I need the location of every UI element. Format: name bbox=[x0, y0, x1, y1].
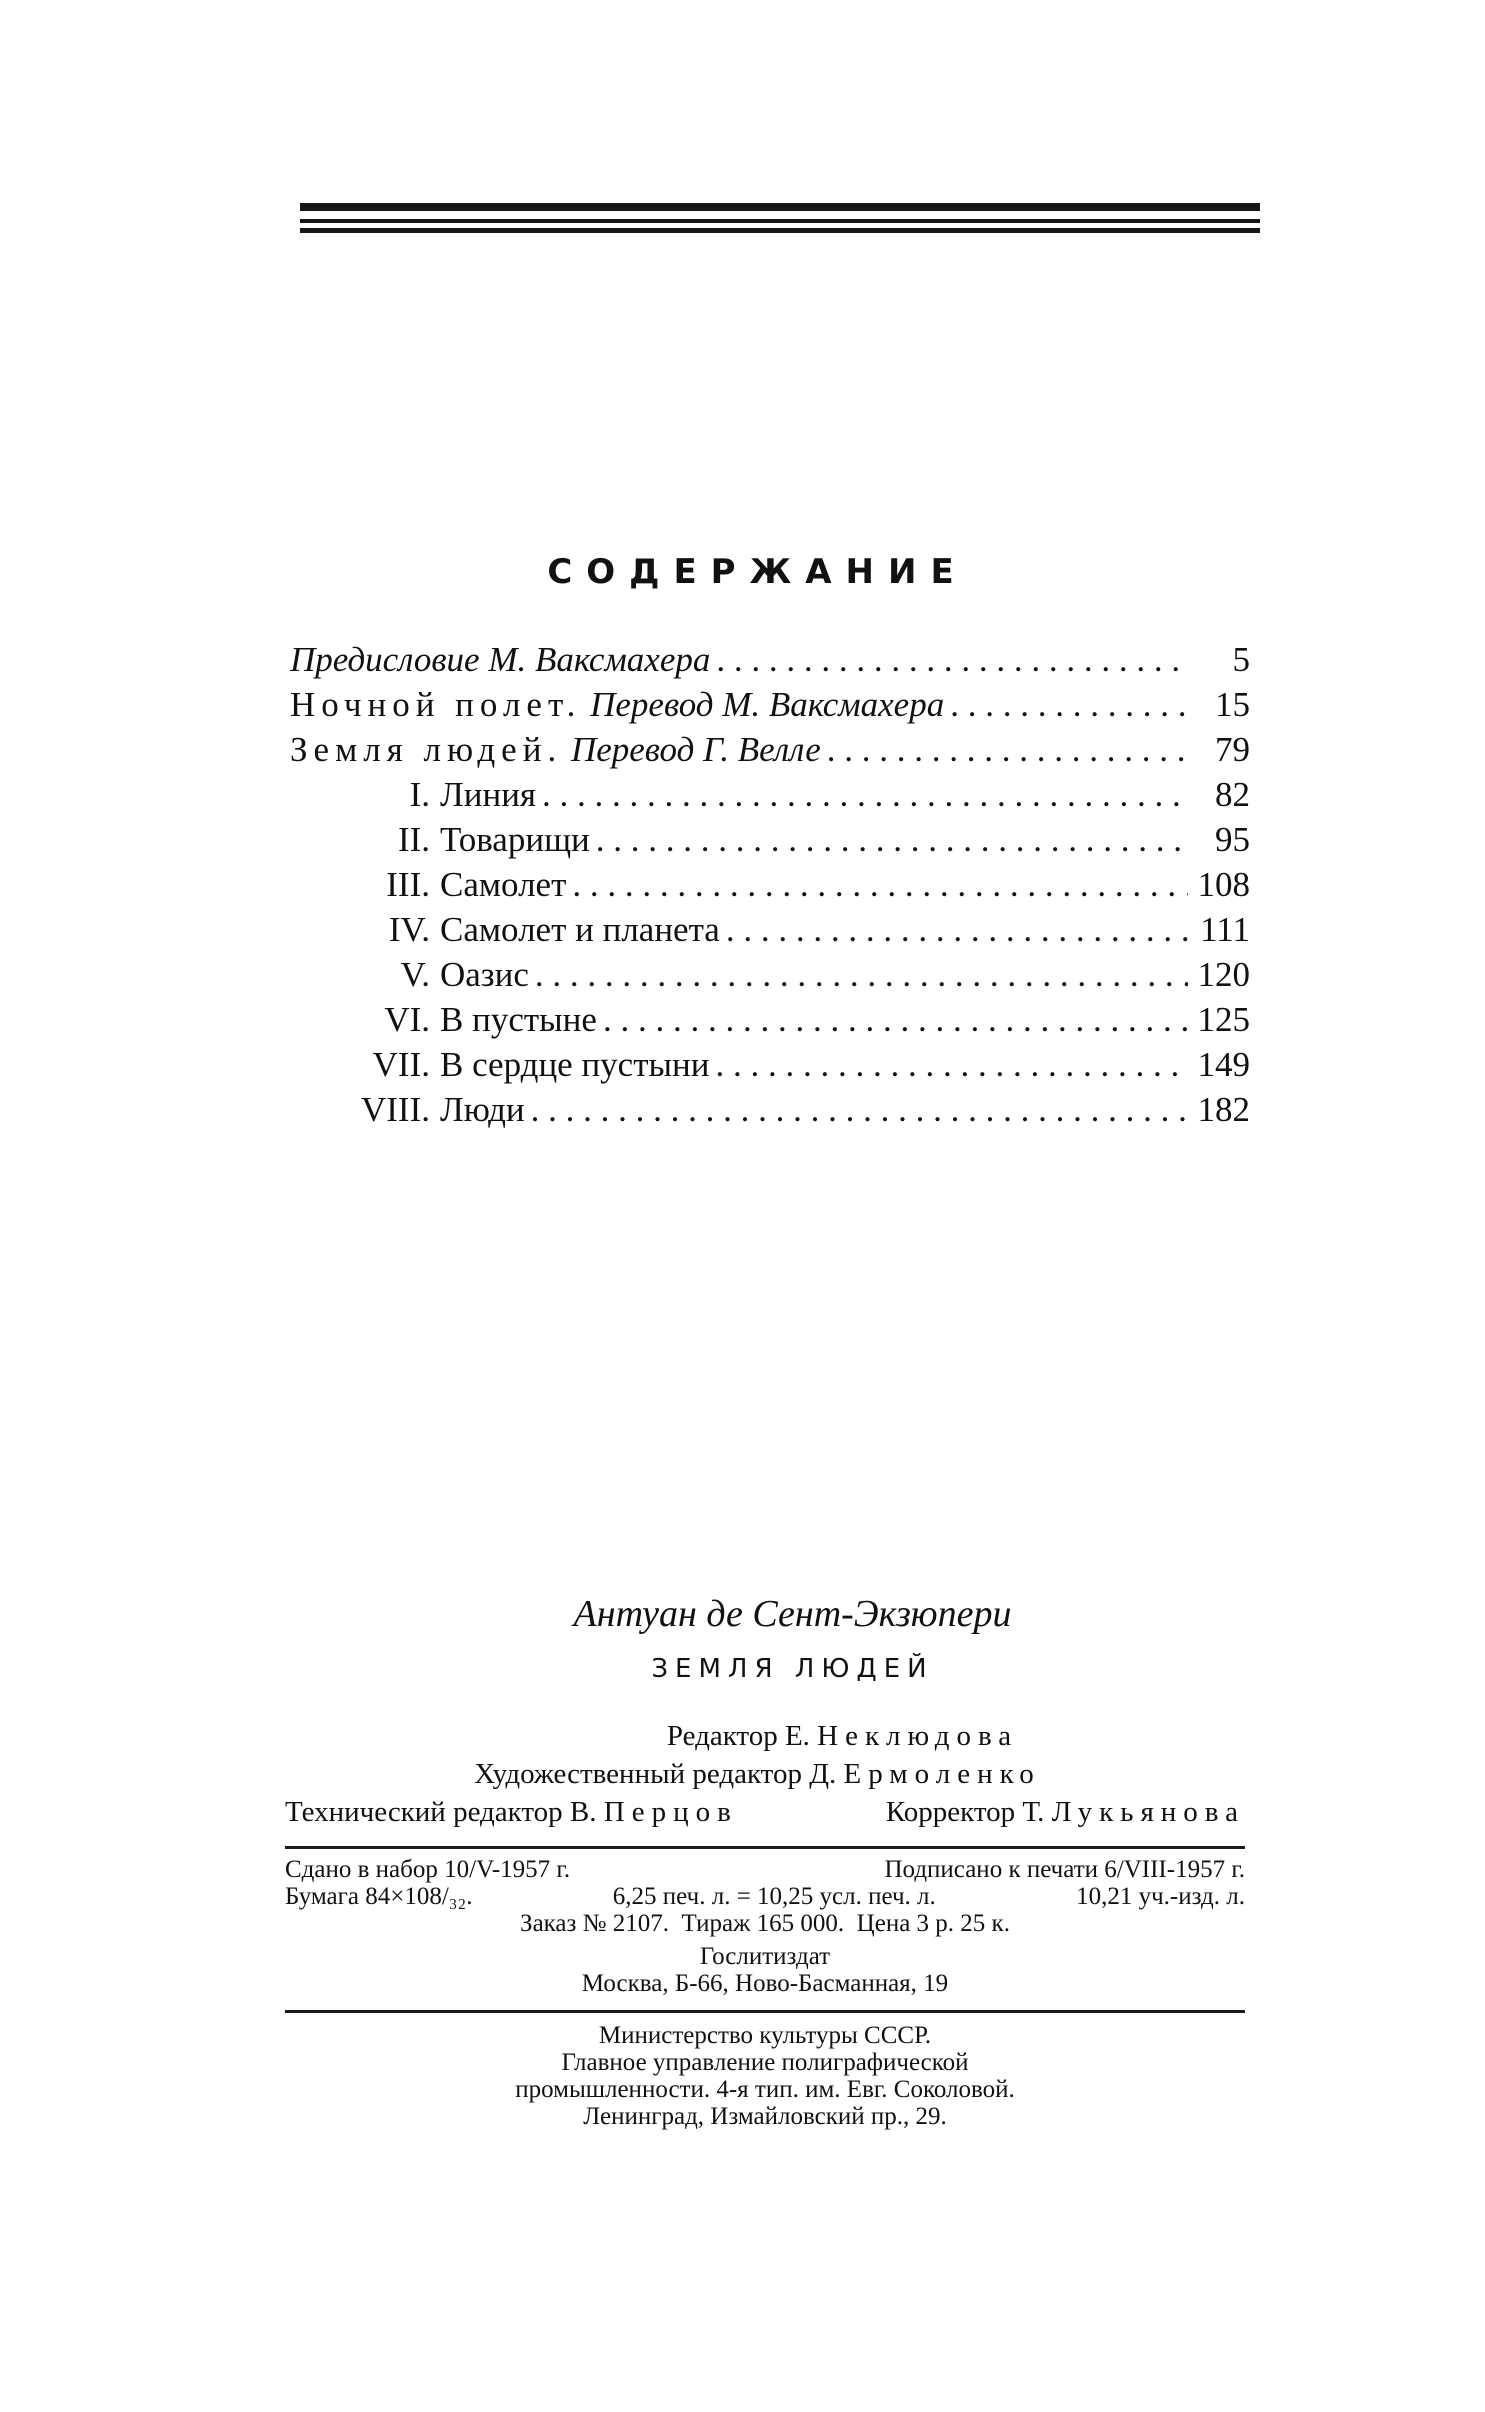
toc-chapter-number: VI. bbox=[384, 1000, 430, 1039]
printer-details bbox=[285, 2022, 1245, 2130]
toc-title-italic: Перевод М. Ваксмахера bbox=[590, 685, 945, 724]
toc-entry-chapter[interactable] bbox=[290, 775, 1250, 820]
toc-title-plain: Товарищи bbox=[440, 820, 590, 859]
toc-title-plain: В пустыне bbox=[440, 1000, 597, 1039]
toc-leader bbox=[542, 775, 1188, 815]
toc-entry-night-flight[interactable] bbox=[290, 685, 1250, 730]
signed-date: Подписано к печати 6/VIII-1957 г. bbox=[884, 1856, 1245, 1883]
toc-title bbox=[290, 820, 590, 860]
toc-leader bbox=[596, 820, 1188, 860]
toc-entry-chapter[interactable] bbox=[290, 1000, 1250, 1045]
toc-title bbox=[290, 865, 566, 905]
toc-page: 182 bbox=[1197, 1090, 1250, 1129]
toc-title bbox=[290, 730, 821, 770]
toc-page: 149 bbox=[1197, 1045, 1250, 1084]
toc-title-plain: Ночной полет. bbox=[290, 685, 582, 724]
toc-entry-chapter[interactable] bbox=[290, 955, 1250, 1000]
toc-title bbox=[290, 1090, 525, 1130]
corrector-name: Лукьянова bbox=[1051, 1796, 1245, 1828]
toc-entry-chapter[interactable] bbox=[290, 820, 1250, 865]
toc-title bbox=[290, 685, 944, 725]
print-run: Тираж 165 000. bbox=[681, 1910, 845, 1937]
publication-details bbox=[285, 1856, 1245, 1997]
toc-title-plain: Оазис bbox=[440, 955, 529, 994]
toc-page: 82 bbox=[1215, 775, 1250, 814]
top-rule-bottom bbox=[300, 228, 1260, 233]
pub-line bbox=[285, 1883, 1245, 1910]
pub-line bbox=[285, 1856, 1245, 1883]
top-rule-thick bbox=[300, 203, 1260, 211]
toc-leader bbox=[572, 865, 1188, 905]
toc-page: 108 bbox=[1197, 865, 1250, 904]
printer-line: Главное управление полиграфической bbox=[561, 2049, 969, 2076]
editor-name: Неклюдова bbox=[817, 1720, 1019, 1752]
publisher-address: Москва, Б-66, Ново-Басманная, 19 bbox=[581, 1970, 949, 1997]
toc-chapter-number: VII. bbox=[372, 1045, 430, 1084]
tech-editor-credit bbox=[285, 1796, 738, 1834]
toc-page: 125 bbox=[1197, 1000, 1250, 1039]
toc-chapter-number: II. bbox=[397, 820, 430, 859]
tech-editor-name: Перцов bbox=[603, 1796, 738, 1828]
toc-leader bbox=[827, 730, 1188, 770]
typeset-date: Сдано в набор 10/V-1957 г. bbox=[285, 1856, 571, 1883]
toc-title-italic: Предисловие М. Ваксмахера bbox=[290, 640, 711, 679]
contents-heading: СОДЕРЖАНИЕ bbox=[547, 552, 968, 592]
toc-title bbox=[290, 1045, 710, 1085]
toc-page: 5 bbox=[1232, 640, 1250, 679]
toc-entry-preface[interactable] bbox=[290, 640, 1250, 685]
editor-credit bbox=[0, 1720, 1485, 1758]
toc-entry-chapter[interactable] bbox=[290, 1045, 1250, 1090]
printer-line: Министерство культуры СССР. bbox=[598, 2022, 932, 2049]
corrector-credit bbox=[886, 1796, 1245, 1834]
printer-line: Ленинград, Измайловский пр., 29. bbox=[583, 2103, 947, 2130]
printer-line: промышленности. 4-я тип. им. Евг. Соколовой. bbox=[515, 2076, 1015, 2103]
toc-title bbox=[290, 955, 529, 995]
toc-leader bbox=[950, 685, 1188, 725]
top-rule-middle bbox=[300, 219, 1260, 223]
toc-title-plain: Люди bbox=[440, 1090, 525, 1129]
book-title: ЗЕМЛЯ ЛЮДЕЙ bbox=[651, 1654, 934, 1684]
toc-title bbox=[290, 640, 710, 680]
toc-chapter-number: IV. bbox=[388, 910, 430, 949]
toc-title-plain: В сердце пустыни bbox=[440, 1045, 710, 1084]
pub-line bbox=[285, 1910, 1245, 1937]
price: Цена 3 р. 25 к. bbox=[856, 1910, 1010, 1937]
tech-credits bbox=[285, 1796, 1245, 1834]
toc-entry-chapter[interactable] bbox=[290, 1090, 1250, 1135]
author-name: Антуан де Сент-Экзюпери bbox=[573, 1593, 1012, 1635]
paper-format: Бумага 84×108/₃₂. bbox=[285, 1883, 473, 1910]
toc-chapter-number: V. bbox=[400, 955, 430, 994]
publisher-name: Гослитиздат bbox=[699, 1943, 831, 1970]
toc-entry-chapter[interactable] bbox=[290, 865, 1250, 910]
toc-chapter-number: I. bbox=[409, 775, 430, 814]
pub-line bbox=[285, 1970, 1245, 1997]
toc-leader bbox=[716, 1045, 1189, 1085]
order-number: Заказ № 2107. bbox=[520, 1910, 670, 1937]
toc-title-plain: Самолет bbox=[440, 865, 567, 904]
imprint-block bbox=[0, 1592, 1485, 1834]
pub-line bbox=[285, 1943, 1245, 1970]
toc-leader bbox=[535, 955, 1188, 995]
editor-label: Редактор Е. bbox=[666, 1720, 810, 1752]
toc-chapter-number: III. bbox=[386, 865, 430, 904]
toc-page: 111 bbox=[1200, 910, 1250, 949]
art-editor-label: Художественный редактор Д. bbox=[474, 1758, 837, 1790]
publisher-sheets: 10,21 уч.-изд. л. bbox=[1076, 1883, 1245, 1910]
toc-page: 79 bbox=[1215, 730, 1250, 769]
print-sheets: 6,25 печ. л. = 10,25 усл. печ. л. bbox=[612, 1883, 936, 1910]
toc-entry-land-of-men[interactable] bbox=[290, 730, 1250, 775]
toc-title-plain: Земля людей. bbox=[290, 730, 563, 769]
tech-editor-label: Технический редактор В. bbox=[285, 1796, 597, 1828]
art-editor-credit bbox=[0, 1758, 1485, 1796]
toc-page: 15 bbox=[1215, 685, 1250, 724]
toc-page: 95 bbox=[1215, 820, 1250, 859]
toc-leader bbox=[531, 1090, 1188, 1130]
corrector-label: Корректор Т. bbox=[885, 1796, 1045, 1828]
toc-title bbox=[290, 775, 536, 815]
toc-leader bbox=[716, 640, 1188, 680]
table-of-contents bbox=[290, 640, 1250, 1135]
toc-entry-chapter[interactable] bbox=[290, 910, 1250, 955]
art-editor-name: Ермоленко bbox=[843, 1758, 1041, 1790]
toc-title-plain: Линия bbox=[440, 775, 537, 814]
toc-title-plain: Самолет и планета bbox=[440, 910, 720, 949]
toc-chapter-number: VIII. bbox=[361, 1090, 430, 1129]
toc-title bbox=[290, 1000, 597, 1040]
imprint-divider-2 bbox=[285, 2010, 1245, 2013]
toc-leader bbox=[603, 1000, 1188, 1040]
toc-title-italic: Перевод Г. Велле bbox=[570, 730, 821, 769]
toc-title bbox=[290, 910, 720, 950]
toc-leader bbox=[726, 910, 1188, 950]
toc-page: 120 bbox=[1197, 955, 1250, 994]
imprint-divider-1 bbox=[285, 1846, 1245, 1849]
